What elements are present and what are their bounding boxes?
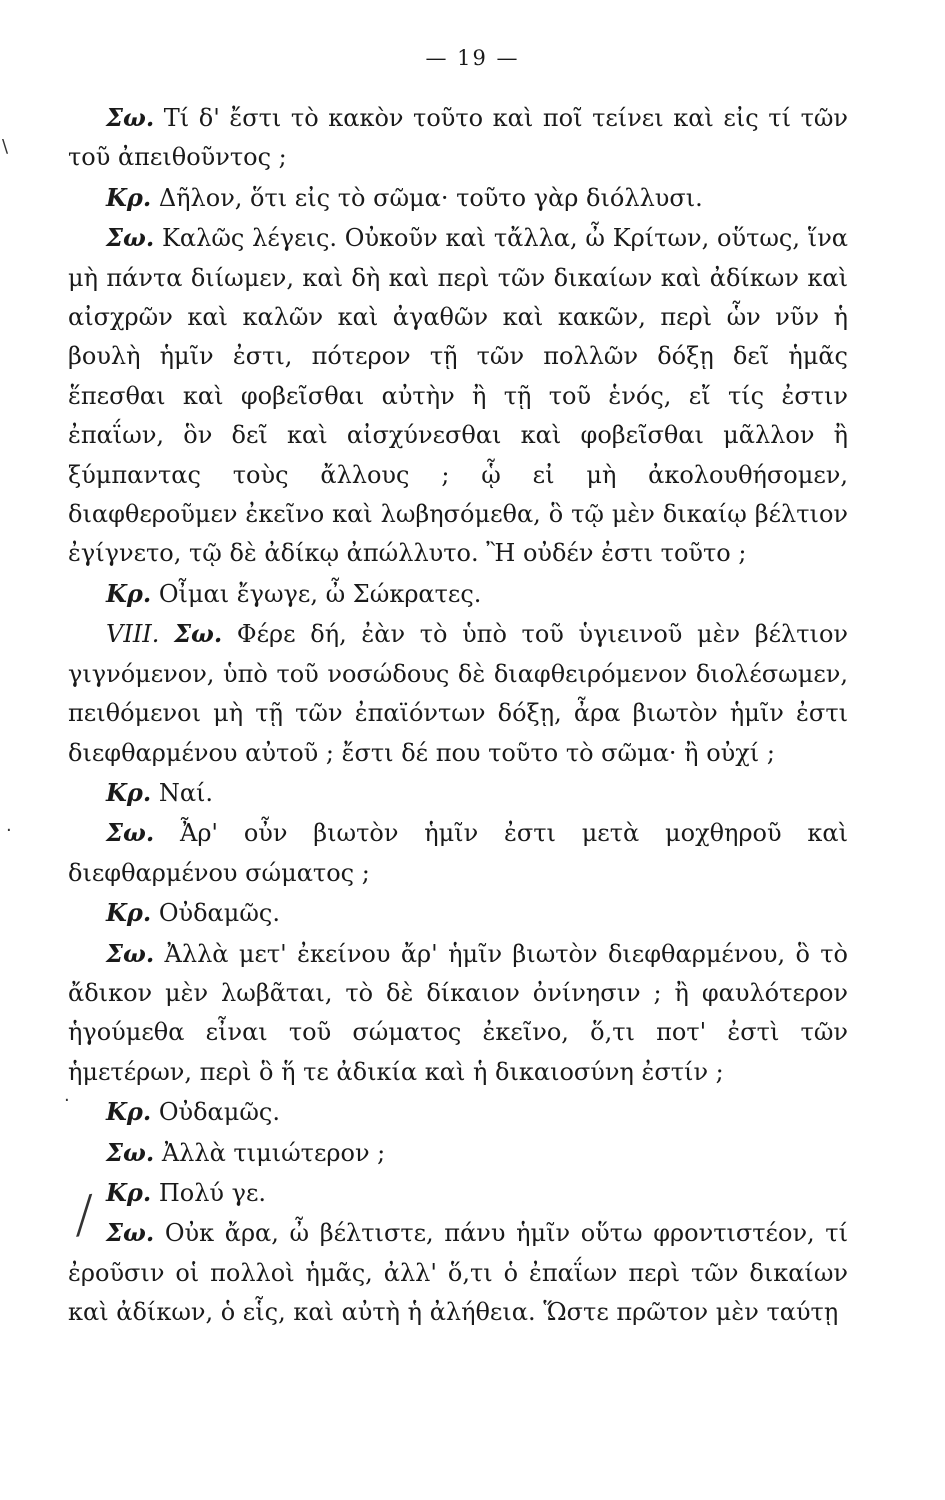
margin-pencil-mark: ╱ — [70, 1194, 98, 1238]
dialogue-paragraph — [68, 614, 848, 773]
speaker-label: Σω. — [106, 1137, 155, 1167]
paragraph-text: Οἶμαι ἔγωγε, ὦ Σώκρατες. — [151, 579, 482, 608]
speaker-label: Κρ. — [106, 578, 152, 608]
dialogue-text — [68, 98, 848, 1333]
dialogue-paragraph — [68, 1213, 848, 1332]
dialogue-paragraph — [68, 98, 848, 178]
speaker-label: Κρ. — [106, 898, 152, 928]
margin-mark: \ — [2, 136, 9, 157]
dialogue-paragraph — [68, 893, 848, 933]
margin-mark: · — [6, 820, 12, 841]
dialogue-paragraph — [68, 813, 848, 893]
speaker-label: Κρ. — [106, 182, 152, 212]
paragraph-text: Φέρε δή, ἐὰν τὸ ὑπὸ τοῦ ὑγιεινοῦ μὲν βέλτιον γιγνόμενον, ὑπὸ τοῦ νοσώδους δὲ διαφθειρόμενον διολέσωμεν, πειθόμενοι μὴ τῇ τῶν ἐπαϊόντων δόξῃ, ἆρα βιωτὸν ἡμῖν ἐστι διεφθαρμένου αὐτοῦ ; ἔστι δέ που τοῦτο τὸ σῶμα· ἢ οὐχί ; — [68, 620, 848, 767]
speaker-label: Σω. — [106, 103, 155, 132]
speaker-label: Κρ. — [106, 1177, 152, 1207]
dialogue-paragraph — [68, 1092, 848, 1132]
speaker-label: Κρ. — [106, 777, 152, 807]
speaker-label: Σω. — [174, 619, 223, 649]
paragraph-text: Τί δ' ἔστι τὸ κακὸν τοῦτο καὶ ποῖ τείνει καὶ εἰς τί τῶν τοῦ ἀπειθοῦντος ; — [68, 104, 848, 172]
speaker-label: Σω. — [106, 223, 155, 253]
paragraph-text: Πολύ γε. — [151, 1178, 267, 1207]
paragraph-text: Ἆρ' οὖν βιωτὸν ἡμῖν ἐστι μετὰ μοχθηροῦ καὶ διεφθαρμένου σώματος ; — [68, 819, 848, 887]
paragraph-text: Δῆλον, ὅτι εἰς τὸ σῶμα· τοῦτο γὰρ διόλλυσι. — [151, 183, 703, 212]
margin-mark: · — [64, 1090, 70, 1111]
dialogue-paragraph — [68, 773, 848, 813]
paragraph-text: Καλῶς λέγεις. Οὐκοῦν καὶ τἄλλα, ὦ Κρίτων, οὕτως, ἵνα μὴ πάντα διίωμεν, καὶ δὴ καὶ περὶ τῶν δικαίων καὶ ἀδίκων καὶ αἰσχρῶν καὶ καλῶν καὶ ἀγαθῶν καὶ κακῶν, περὶ ὧν νῦν ἡ βουλὴ ἡμῖν ἐστι, πότερον τῇ τῶν πολλῶν δόξῃ δεῖ ἡμᾶς ἕπεσθαι καὶ φοβεῖσθαι αὐτὴν ἢ τῇ τοῦ ἑνός, εἴ τίς ἐστιν ἐπαΐων, ὃν δεῖ καὶ αἰσχύνεσθαι καὶ φοβεῖσθαι μᾶλλον ἢ ξύμπαντας τοὺς ἄλλους ; ᾧ εἰ μὴ ἀκολουθήσομεν, διαφθεροῦμεν ἐκεῖνο καὶ λωβησόμεθα, ὃ τῷ μὲν δικαίῳ βέλτιον ἐγίγνετο, τῷ δὲ ἀδίκῳ ἀπώλλυτο. Ἢ οὐδέν ἐστι τοῦτο ; — [68, 224, 848, 568]
dialogue-paragraph — [68, 1173, 848, 1213]
speaker-label: Σω. — [106, 818, 155, 848]
dialogue-paragraph — [68, 218, 848, 574]
paragraph-text: Οὐκ ἄρα, ὦ βέλτιστε, πάνυ ἡμῖν οὕτω φροντιστέον, τί ἐροῦσιν οἱ πολλοὶ ἡμᾶς, ἀλλ' ὅ,τι ὁ ἐπαΐων περὶ τῶν δικαίων καὶ ἀδίκων, ὁ εἷς, καὶ αὐτὴ ἡ ἀλήθεια. Ὥστε πρῶτον μὲν ταύτῃ — [68, 1219, 848, 1327]
dialogue-paragraph — [68, 574, 848, 614]
paragraph-text: Ἀλλὰ μετ' ἐκείνου ἄρ' ἡμῖν βιωτὸν διεφθαρμένου, ὃ τὸ ἄδικον μὲν λωβᾶται, τὸ δὲ δίκαιον ὀνίνησιν ; ἢ φαυλότερον ἡγούμεθα εἶναι τοῦ σώματος ἐκεῖνο, ὅ,τι ποτ' ἐστὶ τῶν ἡμετέρων, περὶ ὃ ἥ τε ἀδικία καὶ ἡ δικαιοσύνη ἐστίν ; — [68, 939, 848, 1086]
paragraph-text: Ἀλλὰ τιμιώτερον ; — [154, 1138, 386, 1167]
dialogue-paragraph — [68, 178, 848, 218]
section-number: VIII. — [106, 620, 160, 649]
paragraph-text: Ναί. — [151, 778, 214, 807]
speaker-label: Σω. — [106, 1218, 155, 1248]
paragraph-text: Οὐδαμῶς. — [151, 899, 280, 928]
dialogue-paragraph — [68, 1133, 848, 1173]
speaker-label: Σω. — [106, 938, 155, 968]
paragraph-text: Οὐδαμῶς. — [151, 1098, 280, 1127]
dialogue-paragraph — [68, 934, 848, 1093]
speaker-label: Κρ. — [106, 1097, 152, 1127]
page-number: — 19 — — [425, 46, 520, 70]
